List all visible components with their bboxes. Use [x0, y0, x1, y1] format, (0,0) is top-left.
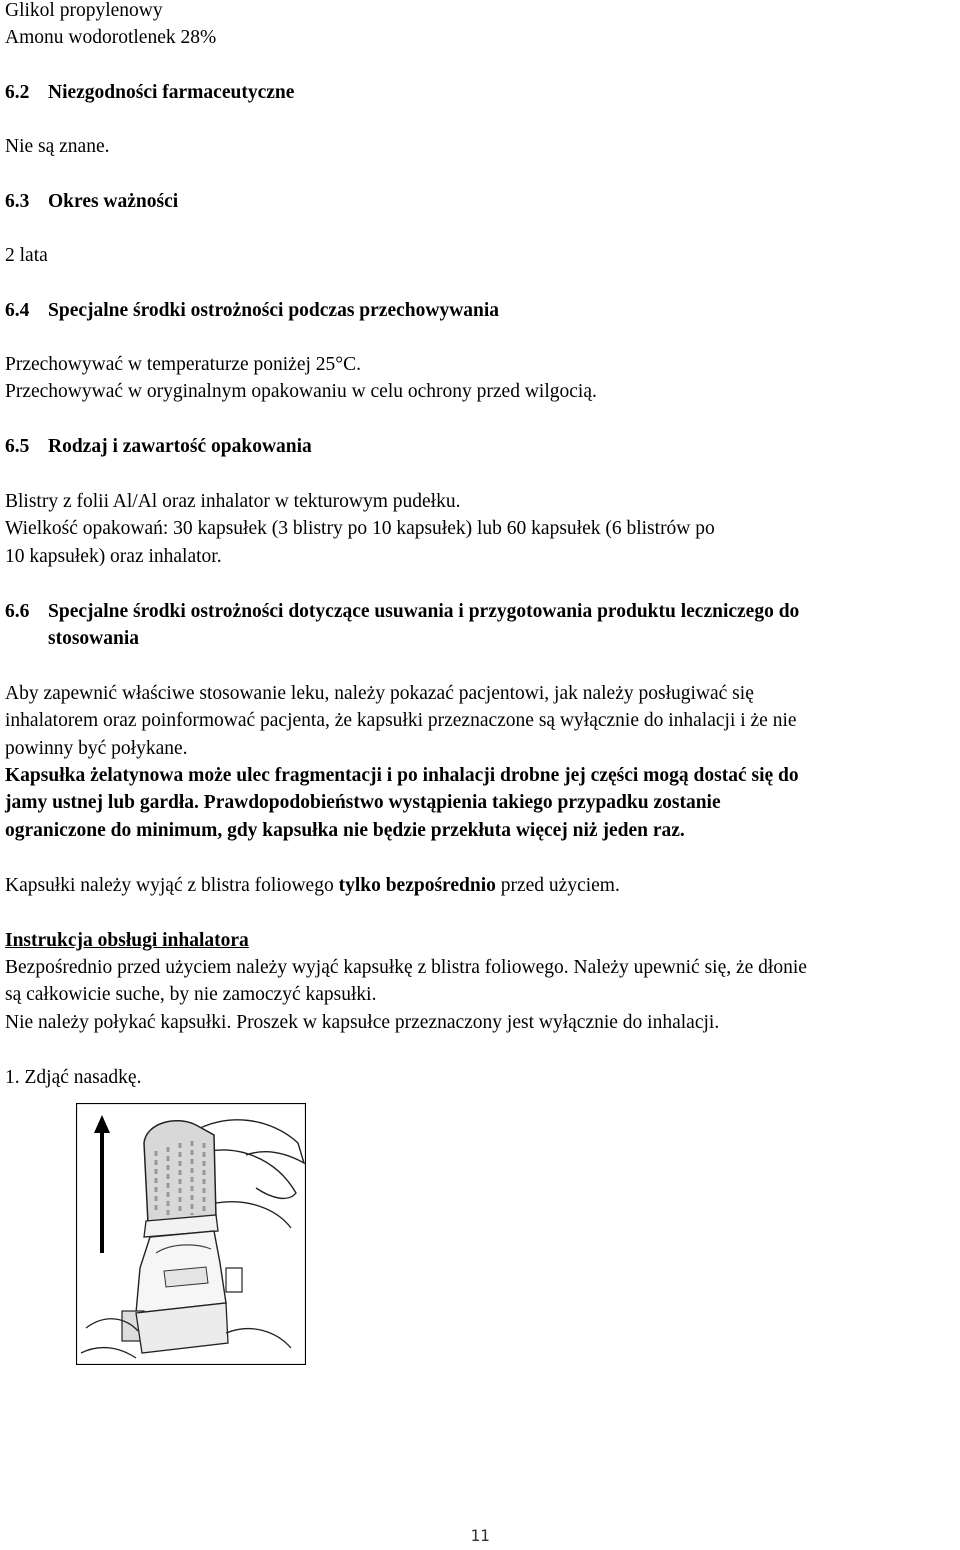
paragraph-line: inhalatorem oraz poinformować pacjenta, że kapsułki przeznaczone są wyłącznie do inhalacji i że nie: [5, 710, 797, 731]
warning-line: Kapsułka żelatynowa może ulec fragmentacji i po inhalacji drobne jej części mogą dostać się do: [5, 765, 799, 786]
section-number: 6.3: [5, 191, 30, 212]
section-6-6-heading-cont: stosowania: [48, 628, 140, 649]
section-6-5-text: Wielkość opakowań: 30 kapsułek (3 blistry po 10 kapsułek) lub 60 kapsułek (6 blistrów po: [5, 518, 715, 539]
section-title: Specjalne środki ostrożności podczas przechowywania: [48, 300, 500, 321]
paragraph-line: Bezpośrednio przed użyciem należy wyjąć kapsułkę z blistra foliowego. Należy upewnić się, że dłonie: [5, 957, 807, 978]
instructions-heading: [5, 927, 249, 955]
section-6-4-heading: [5, 297, 499, 325]
section-6-4-text: Przechowywać w oryginalnym opakowaniu w celu ochrony przed wilgocią.: [5, 381, 597, 402]
warning-line: jamy ustnej lub gardła. Prawdopodobieństwo wystąpienia takiego przypadku zostanie: [5, 792, 721, 813]
paragraph-line: Nie należy połykać kapsułki. Proszek w kapsułce przeznaczony jest wyłącznie do inhalacji.: [5, 1012, 720, 1033]
paragraph-line: powinny być połykane.: [5, 738, 188, 759]
section-6-2-text: Nie są znane.: [5, 136, 110, 157]
section-title: Rodzaj i zawartość opakowania: [48, 436, 312, 457]
ingredient-line: Glikol propylenowy: [5, 0, 163, 21]
section-number: 6.2: [5, 82, 30, 103]
section-title: Niezgodności farmaceutyczne: [48, 82, 295, 103]
section-6-5-heading: [5, 433, 312, 461]
step-1-text: 1. Zdjąć nasadkę.: [5, 1067, 142, 1088]
warning-line: ograniczone do minimum, gdy kapsułka nie będzie przekłuta więcej niż jeden raz.: [5, 820, 685, 841]
section-number: 6.4: [5, 300, 30, 321]
text-run: przed użyciem.: [495, 875, 620, 896]
section-title: Okres ważności: [48, 191, 179, 212]
section-6-6-heading: [5, 598, 799, 626]
section-number: 6.6: [5, 601, 30, 622]
inhalator-cap-illustration: [76, 1103, 306, 1365]
paragraph-line: [5, 872, 620, 900]
text-run: Kapsułki należy wyjąć z blistra foliowego: [5, 875, 339, 896]
paragraph-line: Aby zapewnić właściwe stosowanie leku, należy pokazać pacjentowi, jak należy posługiwać się: [5, 683, 754, 704]
section-6-2-heading: [5, 79, 294, 107]
section-number: 6.5: [5, 436, 30, 457]
page-number: 11: [470, 1526, 490, 1545]
paragraph-line: są całkowicie suche, by nie zamoczyć kapsułki.: [5, 984, 377, 1005]
ingredient-line: Amonu wodorotlenek 28%: [5, 27, 217, 48]
section-6-4-text: Przechowywać w temperaturze poniżej 25°C.: [5, 354, 361, 375]
section-6-3-text: 2 lata: [5, 245, 48, 266]
section-6-5-text: Blistry z folii Al/Al oraz inhalator w tekturowym pudełku.: [5, 491, 461, 512]
section-6-5-text: 10 kapsułek) oraz inhalator.: [5, 546, 222, 567]
emphasis-text: tylko bezpośrednio: [338, 875, 496, 896]
section-6-3-heading: [5, 188, 178, 216]
instructions-title: Instrukcja obsługi inhalatora: [5, 930, 249, 951]
section-title: Specjalne środki ostrożności dotyczące usuwania i przygotowania produktu leczniczego do: [48, 601, 800, 622]
